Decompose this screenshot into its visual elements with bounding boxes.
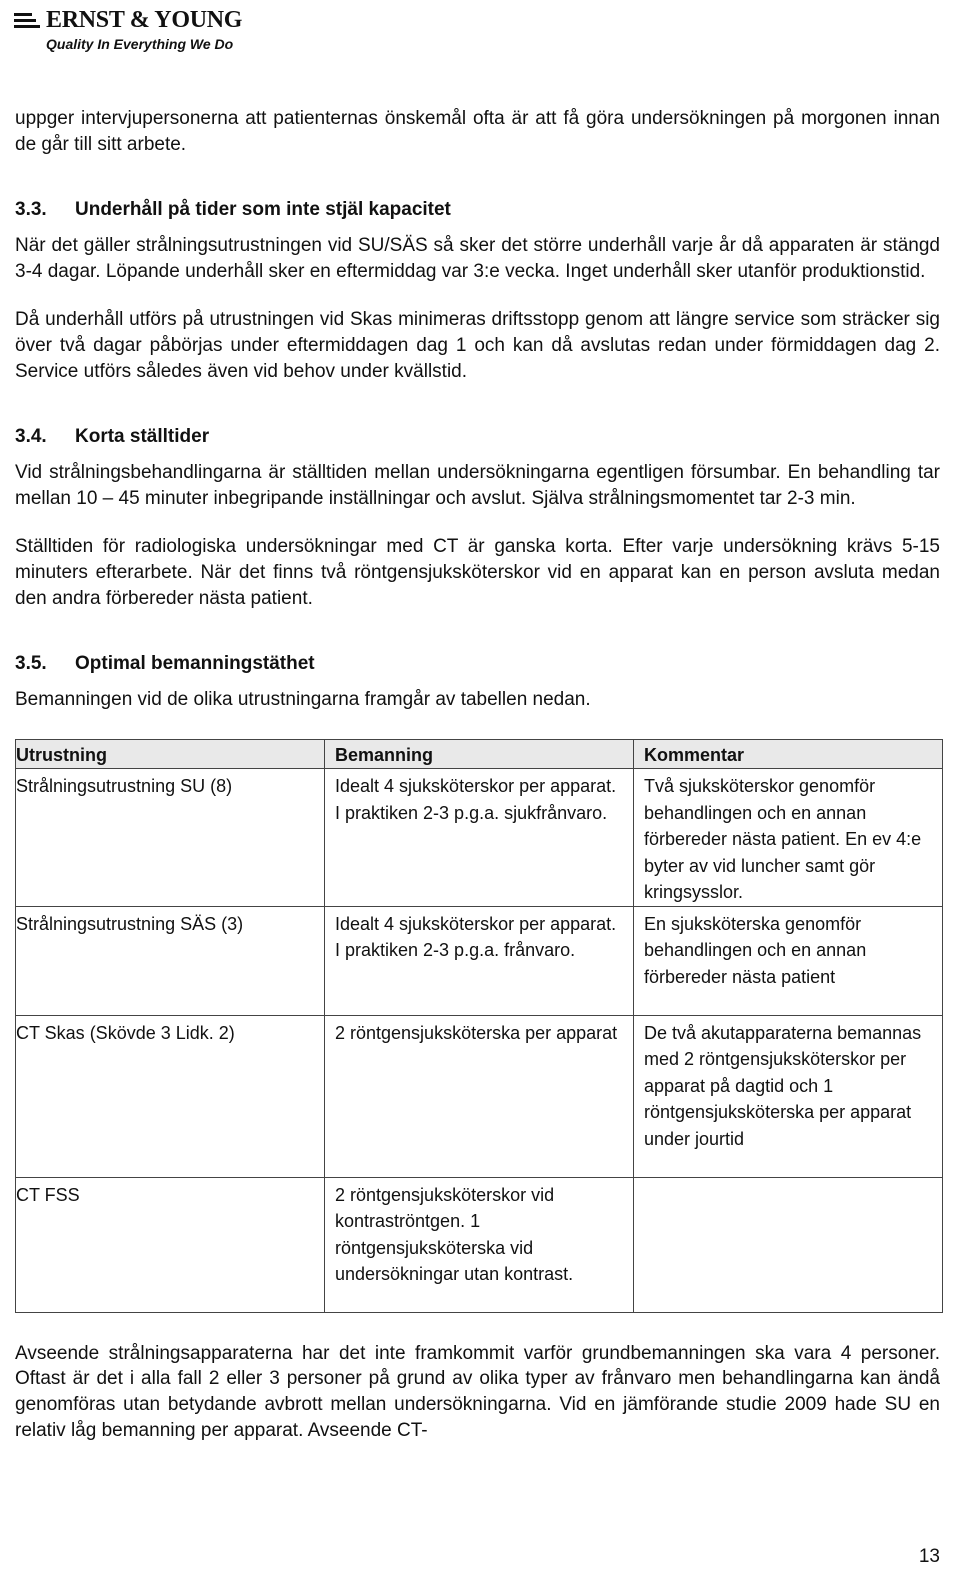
section-heading-3-3	[15, 197, 940, 223]
section-heading-3-5	[15, 651, 940, 677]
section-title: Korta ställtider	[75, 426, 210, 448]
table-row	[16, 906, 943, 1015]
paragraph-3-3-1: När det gäller strålningsutrustningen vid SU/SÄS så sker det större underhåll varje år då apparaten är stängd 3-4 dagar. Löpande underhåll sker en eftermiddag var 3:e vecka. Inget underhåll sker utanför produktionstid.	[15, 235, 940, 282]
section-title: Optimal bemanningstäthet	[75, 653, 315, 675]
cell-bemanning: Idealt 4 sjuksköterskor per apparat. I praktiken 2-3 p.g.a. sjukfrånvaro.	[325, 769, 634, 907]
section-number: 3.5.	[15, 653, 47, 675]
paragraph-3-4-2: Ställtiden för radiologiska undersökningar med CT är ganska korta. Efter varje undersökning krävs 5-15 minuters efterarbete. När det finns två röntgensjuksköterskor vid en apparat kan en person avsluta medan den andra förbereder nästa patient.	[15, 536, 940, 609]
section-number: 3.4.	[15, 426, 47, 448]
cell-bemanning: Idealt 4 sjuksköterskor per apparat. I praktiken 2-3 p.g.a. frånvaro.	[325, 906, 634, 1015]
staffing-table	[15, 739, 943, 1313]
logo-stripes-icon	[14, 13, 40, 28]
cell-kommentar	[634, 1177, 943, 1312]
table-row	[16, 769, 943, 907]
paragraph-after-table: Avseende strålningsapparaterna har det inte framkommit varför grundbemanningen ska vara 4 personer. Oftast är det i alla fall 2 eller 3 personer på grund av olika typer av frånvaro men behandlingarna kan ändå genomföras utan betydande avbrott mellan undersökningarna. Vid en jämförande studie 2009 hade SU en relativ låg bemanning per apparat. Avseende CT-	[15, 1342, 940, 1441]
cell-utrustning: CT Skas (Skövde 3 Lidk. 2)	[16, 1015, 325, 1177]
logo-tagline: Quality In Everything We Do	[46, 36, 234, 52]
column-header-bemanning: Bemanning	[325, 739, 634, 769]
paragraph-3-3-2: Då underhåll utförs på utrustningen vid Skas minimeras driftsstopp genom att längre service som sträcker sig över två dagar påbörjas under eftermiddagen dag 1 och kan då avslutas redan under förmiddagen dag 2. Service utförs således även vid behov under kvällstid.	[15, 309, 940, 382]
company-logo	[14, 6, 242, 52]
paragraph-3-5-1: Bemanningen vid de olika utrustningarna framgår av tabellen nedan.	[15, 689, 591, 711]
cell-bemanning: 2 röntgensjuksköterskor vid kontraströntgen. 1 röntgensjuksköterska vid undersökningar utan kontrast.	[325, 1177, 634, 1312]
page-number: 13	[918, 1546, 940, 1567]
section-heading-3-4	[15, 424, 940, 450]
cell-kommentar: En sjuksköterska genomför behandlingen och en annan förbereder nästa patient	[634, 906, 943, 1015]
cell-kommentar: De två akutapparaterna bemannas med 2 röntgensjuksköterskor per apparat på dagtid och 1 röntgensjuksköterska per apparat under jourtid	[634, 1015, 943, 1177]
section-number: 3.3.	[15, 199, 47, 221]
paragraph-3-4-1: Vid strålningsbehandlingarna är ställtiden mellan undersökningarna egentligen försumbar. En behandling tar mellan 10 – 45 minuter inbegripande inställningar och avslut. Själva strålningsmomentet tar 2-3 min.	[15, 462, 940, 509]
cell-bemanning: 2 röntgensjuksköterska per apparat	[325, 1015, 634, 1177]
cell-kommentar: Två sjuksköterskor genomför behandlingen och en annan förbereder nästa patient. En ev 4:e byter av vid luncher samt gör kringsysslor.	[634, 769, 943, 907]
column-header-utrustning: Utrustning	[16, 739, 325, 769]
cell-utrustning: CT FSS	[16, 1177, 325, 1312]
cell-utrustning: Strålningsutrustning SÄS (3)	[16, 906, 325, 1015]
column-header-kommentar: Kommentar	[634, 739, 943, 769]
table-row	[16, 1015, 943, 1177]
table-row	[16, 1177, 943, 1312]
table-header-row	[16, 739, 943, 769]
logo-name: ERNST & YOUNG	[46, 7, 243, 33]
document-body	[15, 106, 940, 1443]
section-title: Underhåll på tider som inte stjäl kapacitet	[75, 199, 451, 221]
cell-utrustning: Strålningsutrustning SU (8)	[16, 769, 325, 907]
intro-paragraph: uppger intervjupersonerna att patienternas önskemål ofta är att få göra undersökningen på morgonen innan de går till sitt arbete.	[15, 108, 940, 155]
